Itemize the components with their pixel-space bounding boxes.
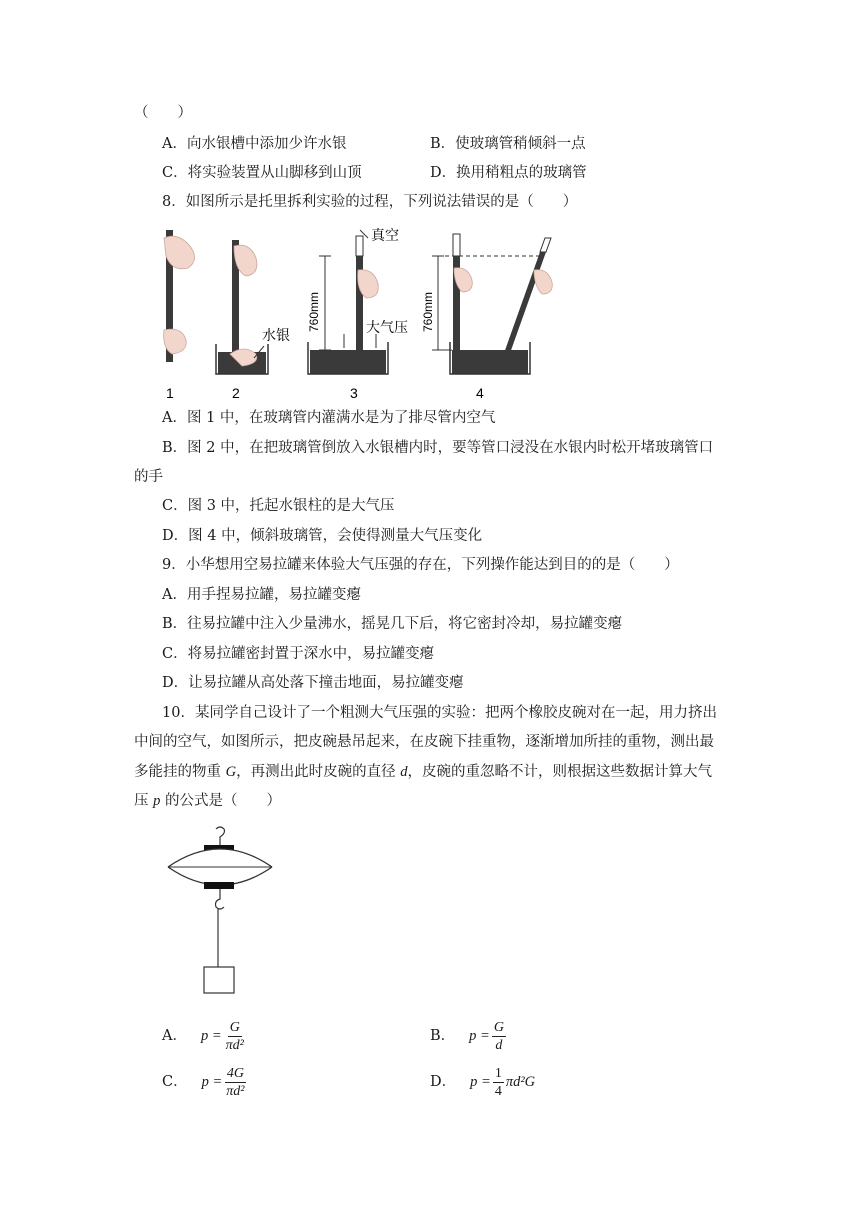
q10-option-c: C． p = $\frac{4G}{\text{πd²}}$ xyxy=(162,1065,245,1099)
fig1-label: 1 xyxy=(166,385,174,401)
q9-option-d: D．让易拉罐从高处落下撞击地面，易拉罐变瘪 xyxy=(162,675,464,691)
q9-option-b: B．往易拉罐中注入少量沸水，摇晃几下后，将它密封冷却，易拉罐变瘪 xyxy=(162,616,623,632)
fig1-tube xyxy=(164,230,195,362)
fig3-atm-label: 大气压 xyxy=(366,320,408,336)
fig3-label: 3 xyxy=(350,385,358,401)
q7-option-c: C．将实验装置从山脚移到山顶 xyxy=(162,165,362,181)
q10-option-b: B． p = $\frac{G}{d}$ xyxy=(430,1019,504,1053)
q9-option-c: C．将易拉罐密封置于深水中，易拉罐变瘪 xyxy=(162,646,435,662)
fig3-height-label: 760mm xyxy=(307,291,321,332)
q8-option-a: A．图 1 中，在玻璃管内灌满水是为了排尽管内空气 xyxy=(162,410,496,426)
q7-option-d: D．换用稍粗点的玻璃管 xyxy=(430,165,587,181)
q10-option-d: D． p = $\frac{1}{4}$ πd²G xyxy=(430,1065,536,1099)
fig3-vacuum-label: 真空 xyxy=(371,228,399,244)
fig2-tube xyxy=(216,240,268,374)
q10-line2: 中间的空气，如图所示，把皮碗悬吊起来，在皮碗下挂重物，逐渐增加所挂的重物，测出最 xyxy=(134,734,714,750)
q7-option-b: B．使玻璃管稍倾斜一点 xyxy=(430,136,586,152)
q10-line4: 压 p 的公式是（ ） xyxy=(134,793,281,809)
q10-line1: 10．某同学自己设计了一个粗测大气压强的实验：把两个橡胶皮碗对在一起，用力挤出 xyxy=(162,705,717,721)
q8-stem: 8．如图所示是托里拆利实验的过程，下列说法错误的是（ ） xyxy=(162,194,578,210)
q8-option-c: C．图 3 中，托起水银柱的是大气压 xyxy=(162,498,395,514)
fig4-height-label: 760mm xyxy=(421,291,435,332)
q7-paren: （ ） xyxy=(134,105,192,121)
q8-option-b-line2: 的手 xyxy=(134,469,163,485)
q10-option-a: A． p = $\frac{G}{\text{πd²}}$ xyxy=(162,1019,244,1053)
suction-cup-figure xyxy=(160,825,280,1000)
q9-option-a: A．用手捏易拉罐，易拉罐变瘪 xyxy=(162,587,361,603)
torricelli-figure xyxy=(150,222,570,402)
fig4-label: 4 xyxy=(476,385,484,401)
fig2-mercury-label: 水银 xyxy=(262,328,290,344)
q9-stem: 9．小华想用空易拉罐来体验大气压强的存在，下列操作能达到目的的是（ ） xyxy=(162,557,679,573)
q8-option-d: D．图 4 中，倾斜玻璃管，会使得测量大气压变化 xyxy=(162,528,483,544)
q10-line3: 多能挂的物重 G，再测出此时皮碗的直径 d，皮碗的重忽略不计，则根据这些数据计算大气 xyxy=(134,764,712,780)
fig2-label: 2 xyxy=(232,385,240,401)
q8-option-b-line1: B．图 2 中，在把玻璃管倒放入水银槽内时，要等管口浸没在水银内时松开堵玻璃管口 xyxy=(162,440,714,456)
fig4-tubes xyxy=(432,234,552,374)
q7-option-a: A．向水银槽中添加少许水银 xyxy=(162,136,347,152)
